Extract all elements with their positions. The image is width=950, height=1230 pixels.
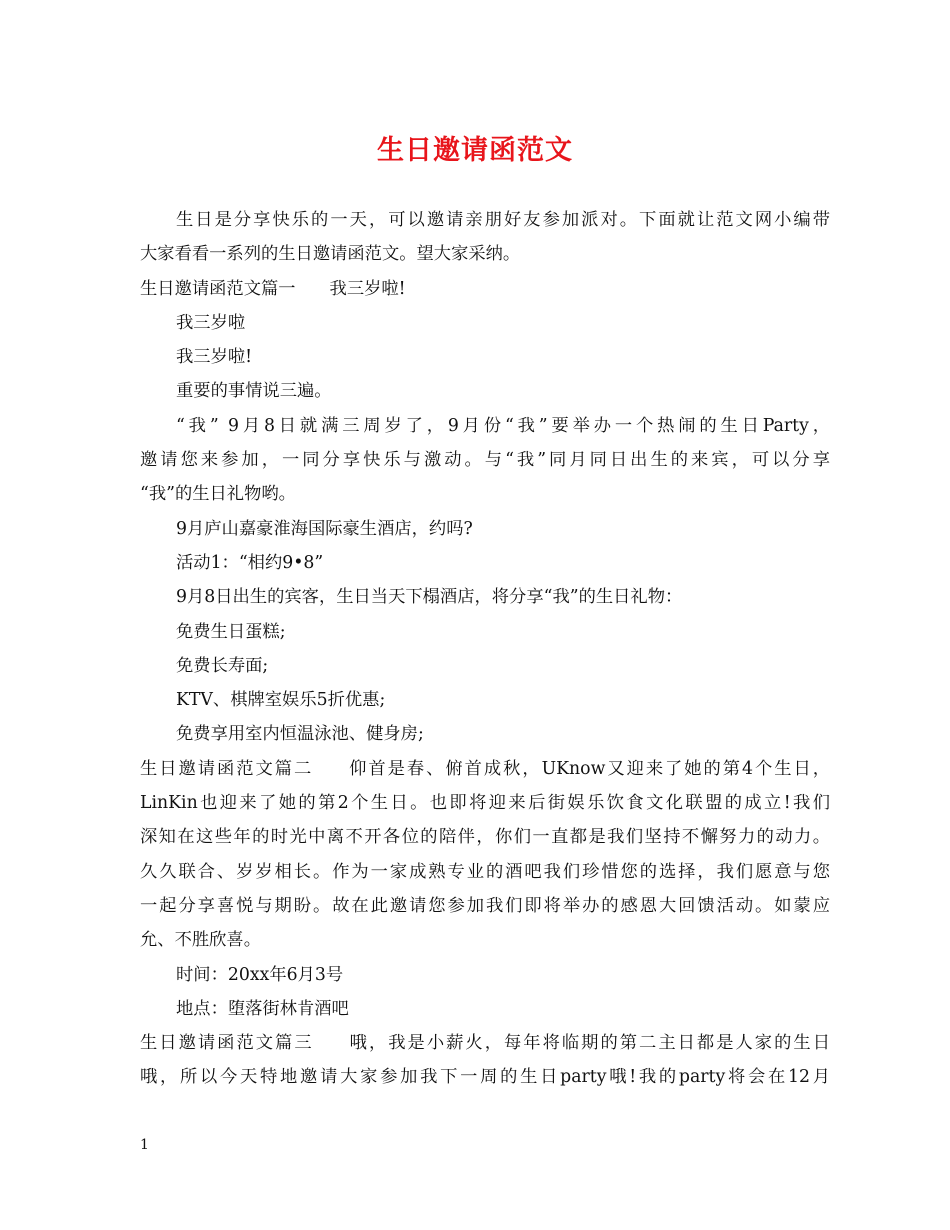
section-lead-text: 仰首是春、俯首成秋，UKnow又迎来了她的第4个生日， [347, 758, 830, 779]
page-title: 生日邀请函范文 [377, 135, 573, 166]
paragraph-line: 久久联合、岁岁相长。作为一家成熟专业的酒吧我们珍惜您的选择，我们愿意与您 [140, 861, 830, 882]
paragraph-line: 时间：20xx年6月3号 [176, 964, 344, 985]
section-lead-text: 哦，我是小薪火，每年将临期的第二主日都是人家的生日 [347, 1033, 830, 1054]
paragraph-line: 9月庐山嘉豪淮海国际豪生酒店，约吗? [176, 518, 473, 539]
section-heading-line [140, 1026, 830, 1060]
paragraph-line: 允、不胜欣喜。 [140, 930, 261, 951]
section-heading-line [140, 752, 830, 786]
paragraph-line: 9月8日出生的宾客，生日当天下榻酒店，将分享“我”的生日礼物： [176, 587, 683, 608]
paragraph-line: 地点：堕落街林肯酒吧 [176, 998, 349, 1019]
paragraph-line: 生日是分享快乐的一天，可以邀请亲朋好友参加派对。下面就让范文网小编带 [176, 210, 830, 230]
list-item: 免费生日蛋糕; [176, 621, 286, 642]
paragraph-line: 我三岁啦 [176, 312, 246, 333]
paragraph-line: 我三岁啦! [176, 347, 253, 368]
paragraph-line: LinKin也迎来了她的第2个生日。也即将迎来后街娱乐饮食文化联盟的成立!我们 [140, 793, 831, 814]
section-heading: 生日邀请函范文篇二 [140, 758, 314, 779]
list-item: KTV、棋牌室娱乐5折优惠; [176, 690, 386, 711]
list-item: 免费享用室内恒温泳池、健身房; [176, 724, 424, 745]
paragraph-line: “我”的生日礼物哟。 [140, 484, 296, 505]
section-lead-text: 我三岁啦! [329, 278, 406, 299]
paragraph-line: 哦，所以今天特地邀请大家参加我下一周的生日party哦!我的party将会在12月 [140, 1067, 830, 1088]
paragraph-line: 大家看看一系列的生日邀请函范文。望大家采纳。 [140, 244, 521, 265]
document-body [140, 203, 830, 1095]
paragraph-line: 邀请您来参加，一同分享快乐与激动。与“我”同月同日出生的来宾，可以分享 [140, 450, 830, 471]
section-heading: 生日邀请函范文篇三 [140, 1033, 314, 1054]
section-heading: 生日邀请函范文篇一 [140, 278, 296, 299]
section-heading-line [140, 272, 830, 306]
paragraph-line: 深知在这些年的时光中离不开各位的陪伴，你们一直都是我们坚持不懈努力的动力。 [140, 827, 830, 848]
page-number: 1 [140, 1137, 149, 1153]
list-item: 免费长寿面; [176, 655, 269, 676]
paragraph-line: 重要的事情说三遍。 [176, 381, 332, 402]
paragraph-line: “我” 9月8日就满三周岁了，9月份“我”要举办一个热闹的生日Party， [176, 415, 830, 436]
paragraph-line: 活动1：“相约9•8” [176, 552, 324, 573]
paragraph-line: 一起分享喜悦与期盼。故在此邀请您参加我们即将举办的感恩大回馈活动。如蒙应 [140, 895, 830, 916]
